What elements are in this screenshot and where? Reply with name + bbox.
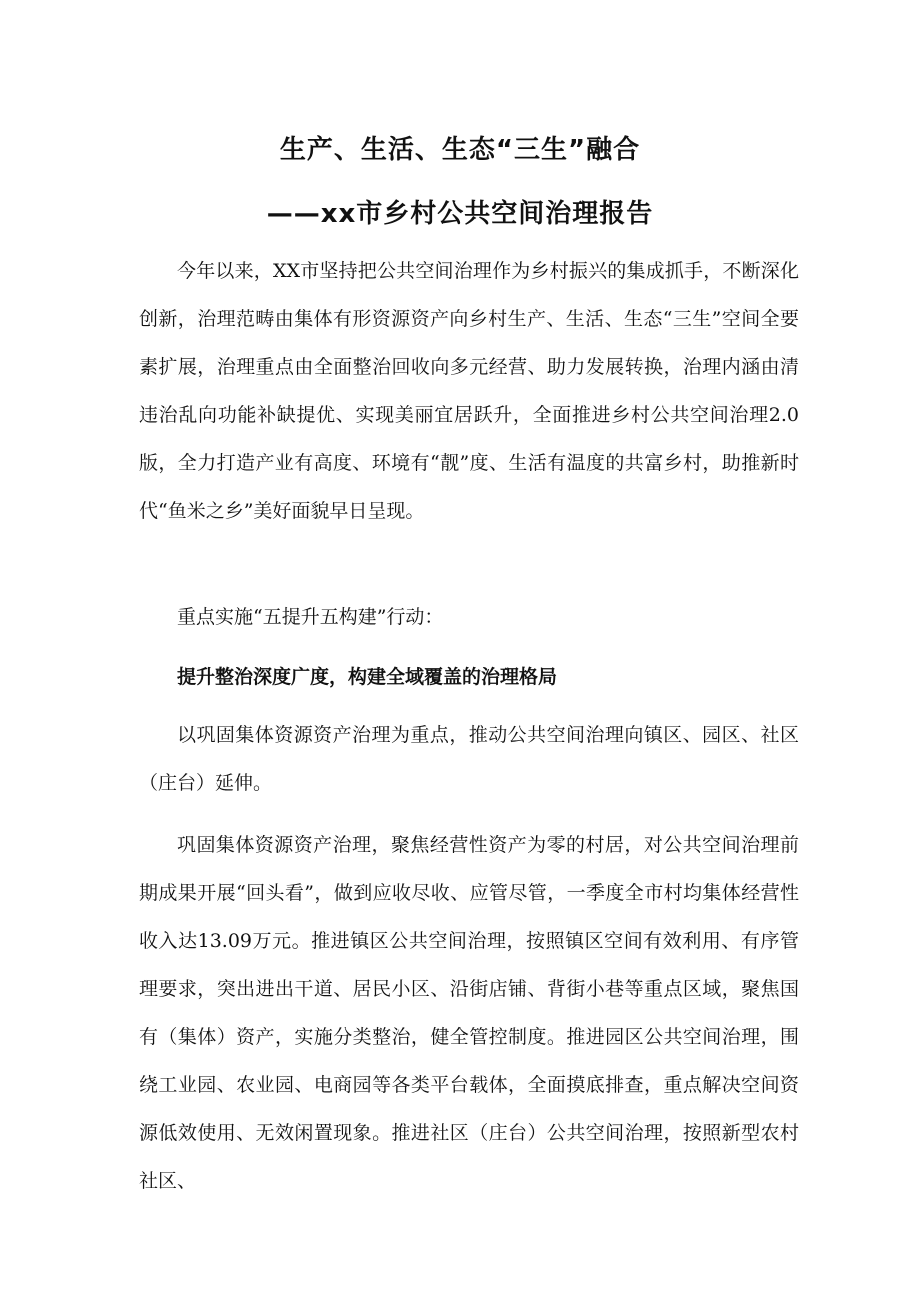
section-lead-paragraph: 以巩固集体资源资产治理为重点，推动公共空间治理向镇区、园区、社区（庄台）延伸。	[139, 724, 799, 794]
intro-paragraph: 今年以来，XX市坚持把公共空间治理作为乡村振兴的集成抓手，不断深化创新，治理范畴由集体有形资源资产向乡村生产、生活、生态“三生”空间全要素扩展，治理重点由全面整治回收向多元经营、助力发展转换，治理内涵由清违治乱向功能补缺提优、实现美丽宜居跃升，全面推进乡村公共空间治理2.0版，全力打造产业有高度、环境有“靓”度、生活有温度的共富乡村，助推新时代“鱼米之乡”美好面貌早日呈现。	[139, 260, 799, 522]
section-heading: 提升整治深度广度，构建全域覆盖的治理格局	[177, 666, 558, 688]
document-title: 生产、生活、生态“三生”融合	[279, 135, 641, 165]
action-intro-paragraph: 重点实施“五提升五构建”行动：	[177, 606, 444, 628]
document-subtitle: ——xx市乡村公共空间治理报告	[266, 199, 654, 229]
section-body-paragraph: 巩固集体资源资产治理，聚焦经营性资产为零的村居，对公共空间治理前期成果开展“回头看”，做到应收尽收、应管尽管，一季度全市村均集体经营性收入达13.09万元。推进镇区公共空间治理，按照镇区空间有效利用、有序管理要求，突出进出干道、居民小区、沿街店铺、背街小巷等重点区域，聚焦国有（集体）资产，实施分类整治，健全管控制度。推进园区公共空间治理，围绕工业园、农业园、电商园等各类平台载体，全面摸底排查，重点解决空间资源低效使用、无效闲置现象。推进社区（庄台）公共空间治理，按照新型农村社区、	[139, 834, 799, 1192]
